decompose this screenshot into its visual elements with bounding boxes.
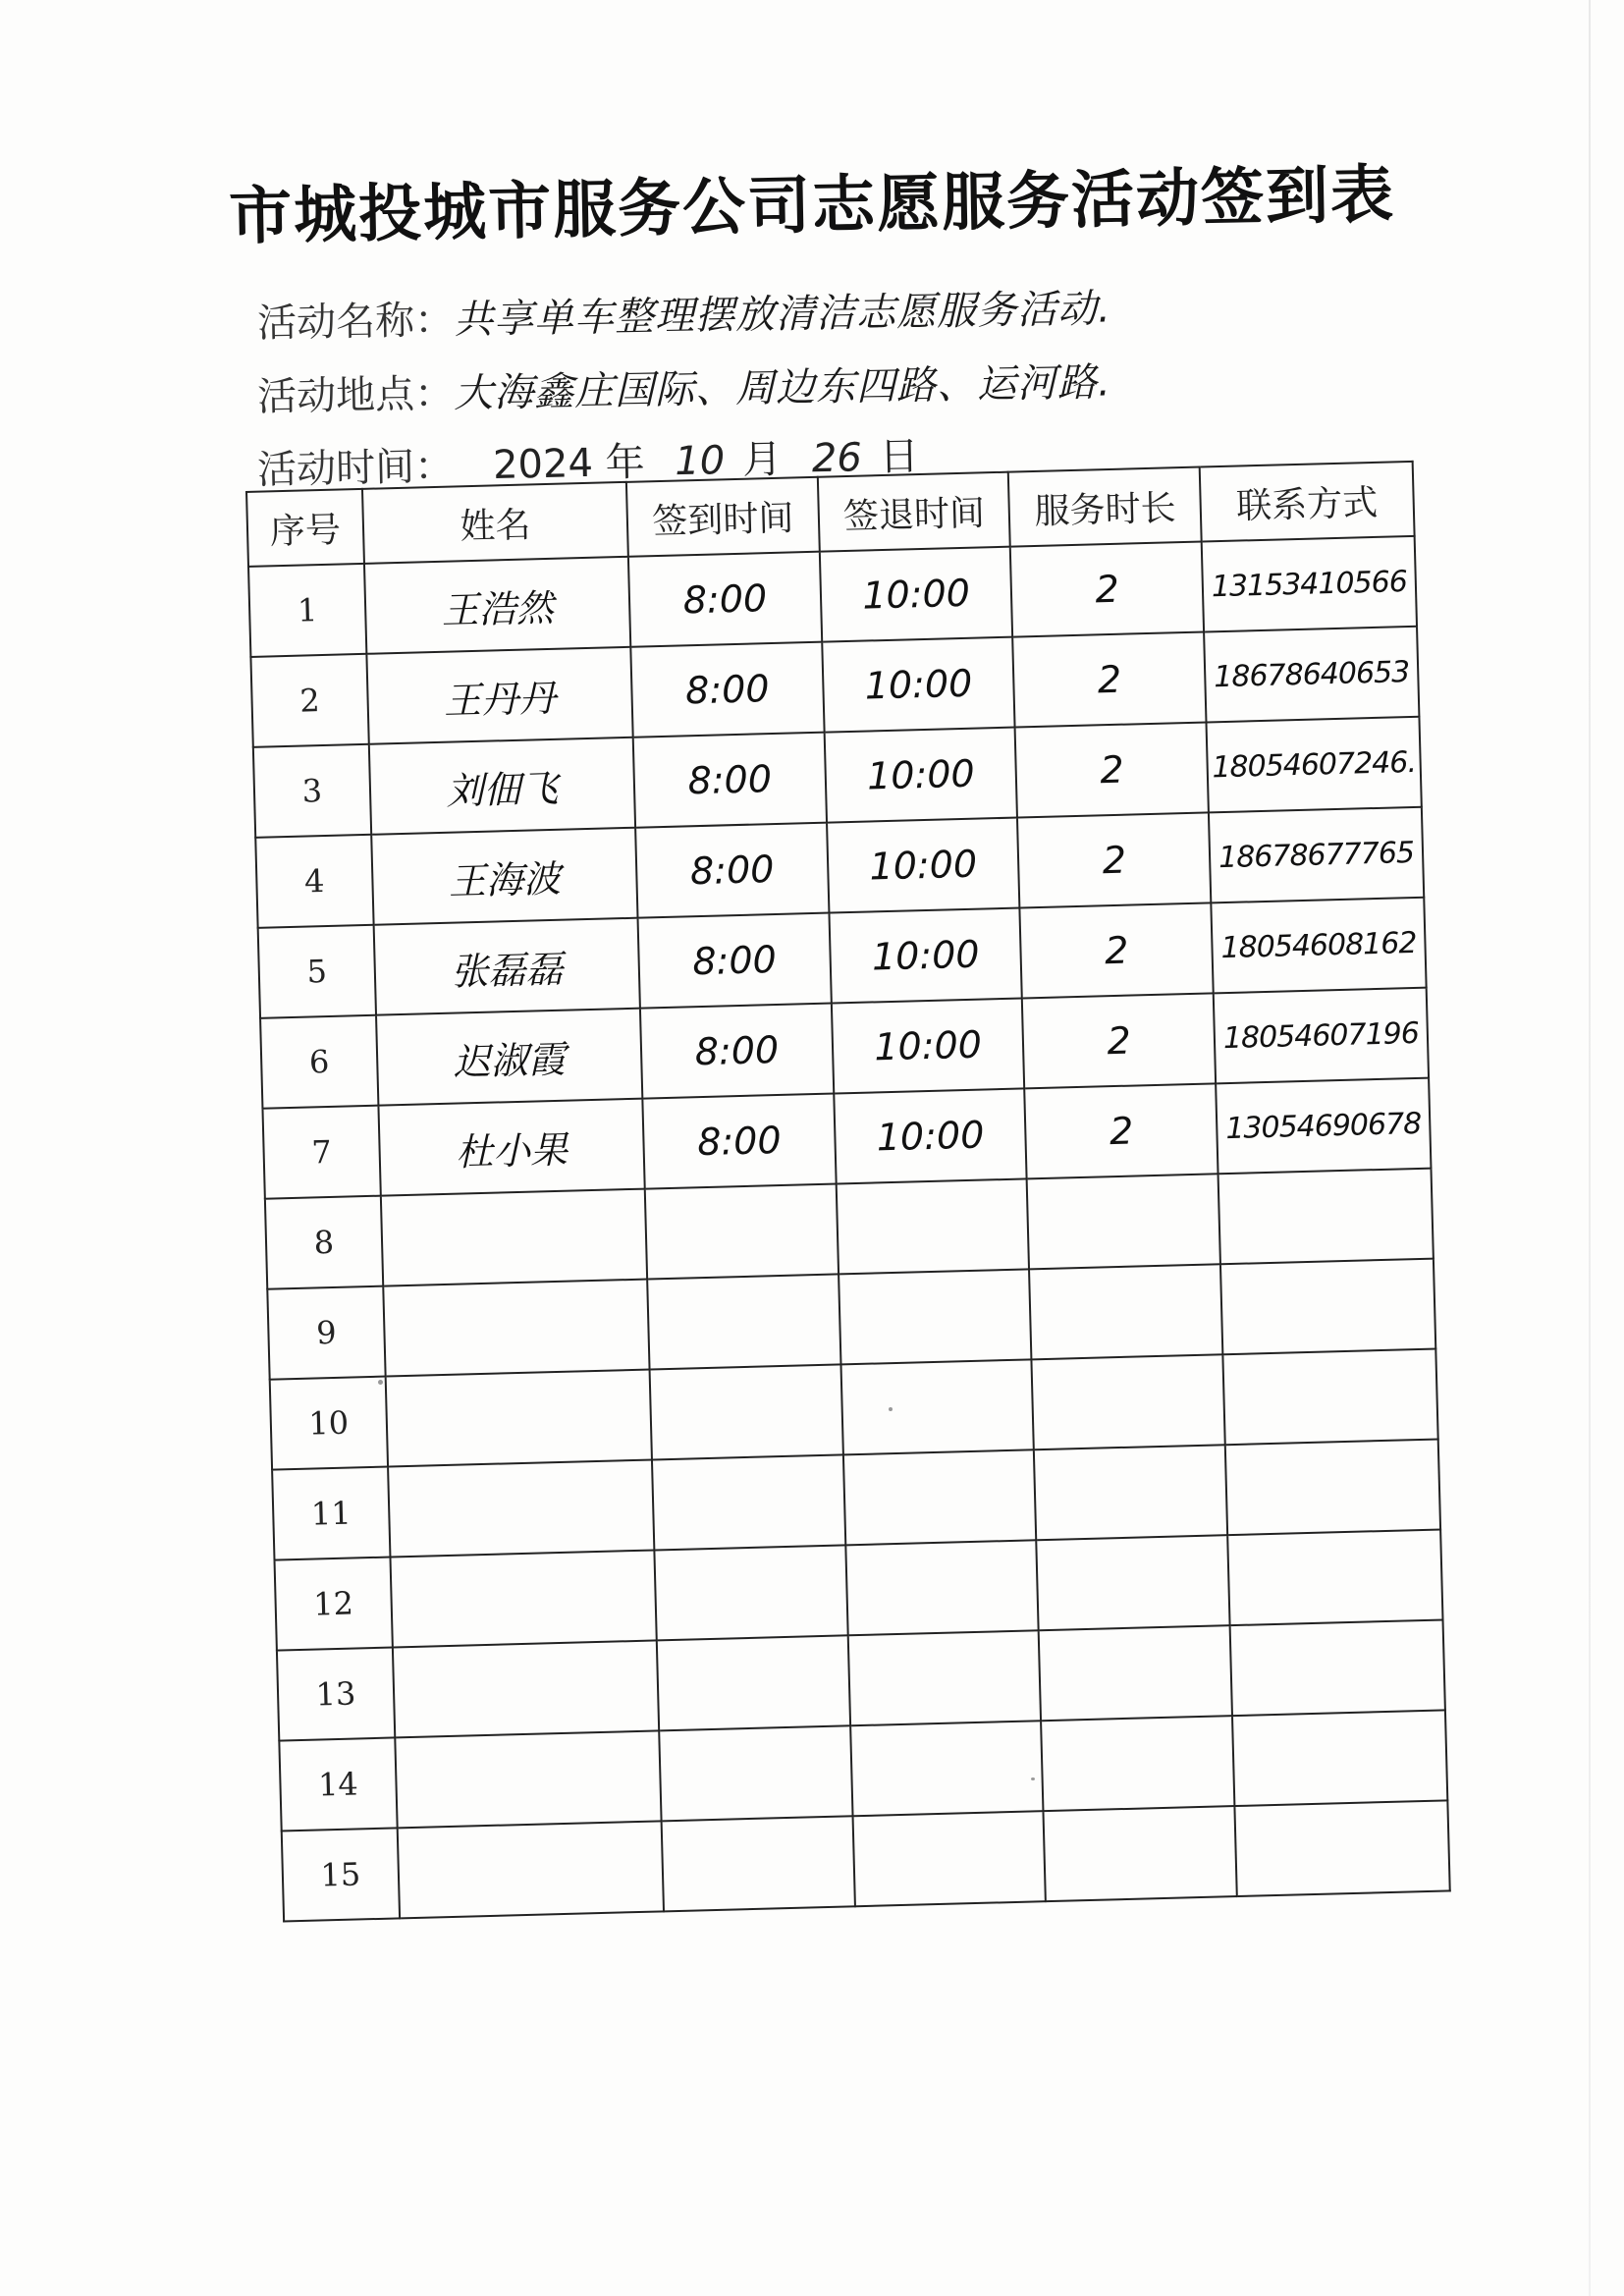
- row-name: [388, 1460, 655, 1558]
- row-serial: 2: [250, 654, 368, 747]
- row-sign-in-time: 8:00: [635, 823, 829, 918]
- row-serial: 12: [275, 1558, 393, 1651]
- row-service-duration: [1029, 1264, 1222, 1359]
- row-service-duration: 2: [1022, 993, 1216, 1088]
- activity-day-unit: 日: [879, 433, 920, 480]
- row-serial: 1: [248, 564, 366, 657]
- row-name: 张磊磊: [373, 918, 640, 1015]
- row-contact: 13054690678: [1216, 1078, 1431, 1175]
- row-service-duration: [1034, 1445, 1227, 1540]
- activity-place-label: 活动地点：: [256, 371, 455, 420]
- row-sign-in-time: [650, 1364, 843, 1459]
- row-name: [385, 1370, 652, 1467]
- row-name: [383, 1280, 650, 1377]
- scan-speck: [378, 1380, 383, 1385]
- row-service-duration: [1039, 1625, 1232, 1721]
- signin-table: [245, 461, 1451, 1923]
- row-contact: 18678640653: [1204, 627, 1419, 723]
- row-serial: 8: [265, 1196, 383, 1289]
- activity-name-line: [257, 277, 1112, 348]
- activity-name-label: 活动名称：: [256, 298, 455, 347]
- row-name: 迟淑霞: [376, 1009, 643, 1106]
- row-sign-in-time: [647, 1274, 840, 1369]
- row-sign-out-time: [836, 1178, 1029, 1274]
- row-name: [393, 1640, 660, 1737]
- row-sign-in-time: [657, 1635, 850, 1730]
- row-sign-out-time: [847, 1630, 1041, 1725]
- row-sign-out-time: 10:00: [829, 907, 1022, 1003]
- row-sign-out-time: [843, 1449, 1037, 1545]
- row-service-duration: 2: [1015, 722, 1209, 817]
- row-service-duration: [1042, 1716, 1235, 1811]
- row-contact: [1232, 1710, 1447, 1806]
- row-sign-in-time: 8:00: [640, 1004, 834, 1099]
- row-service-duration: [1037, 1535, 1230, 1630]
- row-name: 王浩然: [364, 557, 631, 654]
- row-sign-out-time: [840, 1359, 1034, 1454]
- header-serial: 序号: [246, 489, 364, 567]
- row-sign-out-time: [845, 1540, 1039, 1635]
- activity-name-value: 共享单车整理摆放清洁志愿服务活动.: [453, 286, 1112, 344]
- header-sign-in-time: 签到时间: [626, 477, 820, 557]
- row-contact: 18054607196: [1214, 988, 1429, 1084]
- row-sign-out-time: 10:00: [820, 547, 1013, 642]
- row-serial: 11: [272, 1467, 390, 1560]
- row-name: 杜小果: [378, 1099, 645, 1196]
- row-contact: [1222, 1349, 1437, 1446]
- row-service-duration: [1044, 1806, 1237, 1901]
- row-sign-out-time: [839, 1269, 1032, 1364]
- row-sign-in-time: [652, 1454, 845, 1550]
- header-sign-out-time: 签退时间: [818, 472, 1011, 552]
- row-contact: [1230, 1619, 1445, 1716]
- row-sign-in-time: [654, 1545, 847, 1640]
- row-sign-in-time: 8:00: [628, 552, 822, 647]
- row-name: 王丹丹: [366, 647, 633, 744]
- scan-speck: [889, 1407, 893, 1411]
- row-name: 刘佃飞: [369, 738, 636, 835]
- row-serial: 9: [267, 1286, 385, 1380]
- row-serial: 13: [277, 1647, 395, 1740]
- row-name: 王海波: [371, 828, 638, 925]
- page-edge-shadow: [1589, 0, 1591, 2296]
- row-name: [390, 1550, 657, 1647]
- row-serial: 4: [255, 835, 373, 928]
- row-service-duration: 2: [1025, 1083, 1218, 1178]
- row-contact: 13153410566: [1202, 536, 1417, 632]
- row-sign-in-time: [659, 1725, 852, 1821]
- document-title: 市城投城市服务公司志愿服务活动签到表: [228, 157, 1396, 254]
- row-sign-out-time: 10:00: [834, 1088, 1027, 1183]
- row-contact: 18678677765: [1209, 807, 1424, 903]
- header-name: 姓名: [362, 482, 628, 564]
- header-service-duration: 服务时长: [1008, 467, 1201, 547]
- row-contact: [1227, 1530, 1442, 1626]
- row-sign-in-time: 8:00: [642, 1094, 836, 1189]
- row-contact: [1220, 1259, 1435, 1355]
- row-service-duration: 2: [1017, 812, 1211, 907]
- row-service-duration: [1032, 1354, 1225, 1449]
- row-service-duration: 2: [1013, 631, 1207, 727]
- signin-table-container: [245, 461, 1451, 1923]
- row-sign-in-time: [645, 1183, 839, 1279]
- row-name: [397, 1821, 664, 1918]
- row-sign-in-time: 8:00: [630, 642, 824, 738]
- activity-year-unit: 年: [605, 439, 646, 486]
- row-name: [395, 1730, 662, 1828]
- row-name: [381, 1189, 648, 1286]
- activity-month-unit: 月: [741, 436, 783, 483]
- row-serial: 7: [262, 1106, 380, 1199]
- row-sign-out-time: 10:00: [822, 637, 1015, 733]
- row-contact: [1218, 1169, 1434, 1265]
- activity-place-line: [257, 351, 1112, 421]
- row-serial: 5: [258, 925, 376, 1018]
- activity-time-label: 活动时间：: [256, 443, 455, 494]
- row-serial: 10: [270, 1377, 388, 1470]
- activity-year: 2024: [492, 440, 594, 489]
- activity-place-value: 大海鑫庄国际、周边东四路、运河路.: [453, 359, 1112, 417]
- row-contact: [1225, 1440, 1440, 1536]
- row-sign-in-time: 8:00: [638, 913, 832, 1009]
- row-serial: 14: [279, 1737, 397, 1831]
- row-contact: 18054607246.: [1206, 717, 1421, 813]
- row-service-duration: 2: [1020, 902, 1214, 998]
- row-service-duration: 2: [1010, 542, 1204, 637]
- row-contact: [1234, 1800, 1449, 1896]
- row-serial: 6: [260, 1015, 378, 1109]
- row-sign-out-time: 10:00: [827, 818, 1020, 913]
- row-sign-out-time: 10:00: [832, 998, 1025, 1093]
- row-contact: 18054608162: [1211, 898, 1426, 994]
- table-body: [248, 536, 1450, 1922]
- row-serial: 15: [282, 1828, 400, 1921]
- scan-speck: [1031, 1777, 1035, 1780]
- row-sign-out-time: [852, 1811, 1046, 1906]
- row-sign-out-time: 10:00: [824, 728, 1017, 823]
- activity-month: 10: [674, 438, 726, 485]
- activity-day: 26: [811, 435, 863, 482]
- row-serial: 3: [253, 744, 371, 838]
- row-sign-out-time: [850, 1721, 1044, 1816]
- row-service-duration: [1027, 1174, 1220, 1269]
- header-contact: 联系方式: [1200, 462, 1415, 542]
- row-sign-in-time: [662, 1816, 855, 1911]
- row-sign-in-time: 8:00: [633, 733, 827, 828]
